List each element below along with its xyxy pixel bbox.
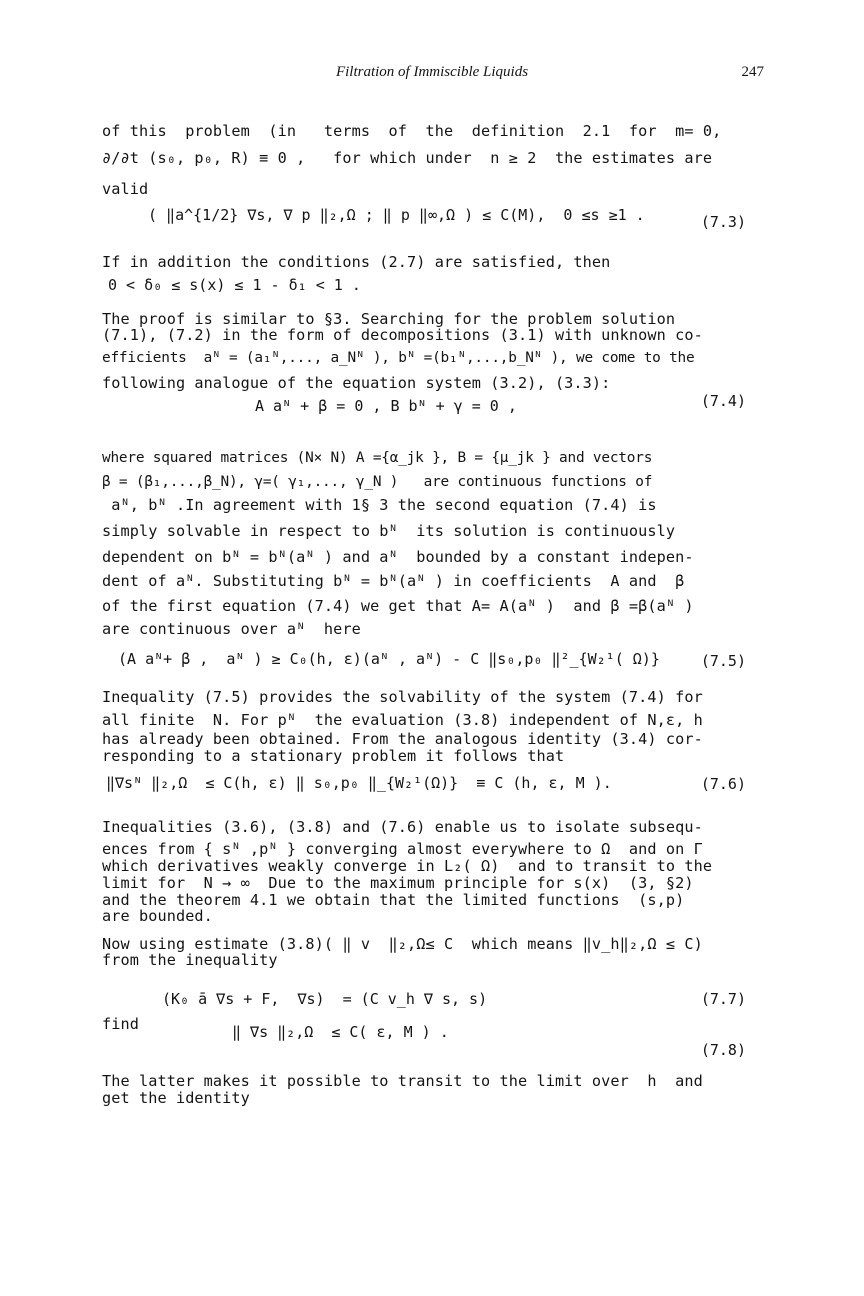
- text-line: dent of aᴺ. Substituting bᴺ = bᴺ(aᴺ ) in coefficients A and β: [102, 572, 685, 590]
- equation-number: (7.4): [700, 392, 746, 410]
- text-line: of this problem (in terms of the definition 2.1 for m= 0,: [102, 122, 722, 140]
- equation-7-4: A aᴺ + β = 0 , B bᴺ + γ = 0 ,: [255, 397, 517, 415]
- text-line: (7.1), (7.2) in the form of decompositions (3.1) with unknown co-: [102, 326, 703, 344]
- text-line: valid: [102, 180, 149, 198]
- text-line: ences from { sᴺ ,pᴺ } converging almost everywhere to Ω and on Γ: [102, 840, 703, 858]
- text-line: get the identity: [102, 1089, 250, 1107]
- text-line: β = (β₁,...,β_N), γ=( γ₁,..., γ_N ) are continuous functions of: [102, 474, 653, 490]
- text-line: responding to a stationary problem it follows that: [102, 747, 565, 765]
- equation-7-5: (A aᴺ+ β , aᴺ ) ≥ C₀(h, ε)(aᴺ , aᴺ) - C ‖s₀,p₀ ‖²_{W₂¹( Ω)}: [118, 650, 660, 668]
- text-line: from the inequality: [102, 951, 278, 969]
- equation-number: (7.6): [700, 775, 746, 793]
- equation-number: (7.5): [700, 652, 746, 670]
- text-line: Inequalities (3.6), (3.8) and (7.6) enable us to isolate subsequ-: [102, 818, 703, 836]
- page-number: 247: [741, 64, 764, 80]
- equation-number: (7.8): [700, 1041, 746, 1059]
- equation-number: (7.7): [700, 990, 746, 1008]
- equation-7-3: ( ‖a^{1/2} ∇s, ∇ p ‖₂,Ω ; ‖ p ‖∞,Ω ) ≤ C(M), 0 ≤s ≥1 .: [148, 206, 645, 224]
- inequality-line: 0 < δ₀ ≤ s(x) ≤ 1 - δ₁ < 1 .: [108, 276, 361, 294]
- text-line: following analogue of the equation system (3.2), (3.3):: [102, 374, 611, 392]
- running-header-title: Filtration of Immiscible Liquids: [335, 64, 529, 80]
- text-line: Now using estimate (3.8)( ‖ v ‖₂,Ω≤ C which means ‖v_h‖₂,Ω ≤ C): [102, 935, 703, 953]
- text-line: limit for N → ∞ Due to the maximum principle for s(x) (3, §2): [102, 874, 694, 892]
- text-line: and the theorem 4.1 we obtain that the limited functions (s,p): [102, 891, 685, 909]
- text-line: find: [102, 1015, 139, 1033]
- text-line: efficients aᴺ = (a₁ᴺ,..., a_Nᴺ ), bᴺ =(b₁ᴺ,...,b_Nᴺ ), we come to the: [102, 350, 695, 366]
- text-line: ∂/∂t (s₀, p₀, R) ≡ 0 , for which under n ≥ 2 the estimates are: [102, 149, 713, 167]
- equation-number: (7.3): [700, 213, 746, 231]
- text-line: If in addition the conditions (2.7) are satisfied, then: [102, 253, 611, 271]
- text-line: simply solvable in respect to bᴺ its solution is continuously: [102, 522, 676, 540]
- text-line: which derivatives weakly converge in L₂( Ω) and to transit to the: [102, 857, 713, 875]
- text-line: all finite N. For pᴺ the evaluation (3.8) independent of N,ε, h: [102, 711, 703, 729]
- text-line: The proof is similar to §3. Searching for the problem solution: [102, 310, 676, 328]
- text-line: of the first equation (7.4) we get that A= A(aᴺ ) and β =β(aᴺ ): [102, 597, 694, 615]
- text-line: where squared matrices (N× N) A ={α_jk }, B = {μ_jk } and vectors: [102, 450, 653, 466]
- text-line: The latter makes it possible to transit to the limit over h and: [102, 1072, 703, 1090]
- equation-7-6: ‖∇sᴺ ‖₂,Ω ≤ C(h, ε) ‖ s₀,p₀ ‖_{W₂¹(Ω)} ≡ C (h, ε, M ).: [106, 774, 612, 792]
- text-line: aᴺ, bᴺ .In agreement with 1§ 3 the second equation (7.4) is: [102, 496, 657, 514]
- equation-7-7: (K₀ ā ∇s + F, ∇s) = (C v_h ∇ s, s): [162, 990, 488, 1008]
- text-line: are continuous over aᴺ here: [102, 620, 361, 638]
- text-line: are bounded.: [102, 907, 213, 925]
- text-line: Inequality (7.5) provides the solvability of the system (7.4) for: [102, 688, 703, 706]
- equation-7-8: ‖ ∇s ‖₂,Ω ≤ C( ε, M ) .: [232, 1023, 449, 1041]
- text-line: has already been obtained. From the analogous identity (3.4) cor-: [102, 730, 703, 748]
- text-line: dependent on bᴺ = bᴺ(aᴺ ) and aᴺ bounded by a constant indepen-: [102, 548, 694, 566]
